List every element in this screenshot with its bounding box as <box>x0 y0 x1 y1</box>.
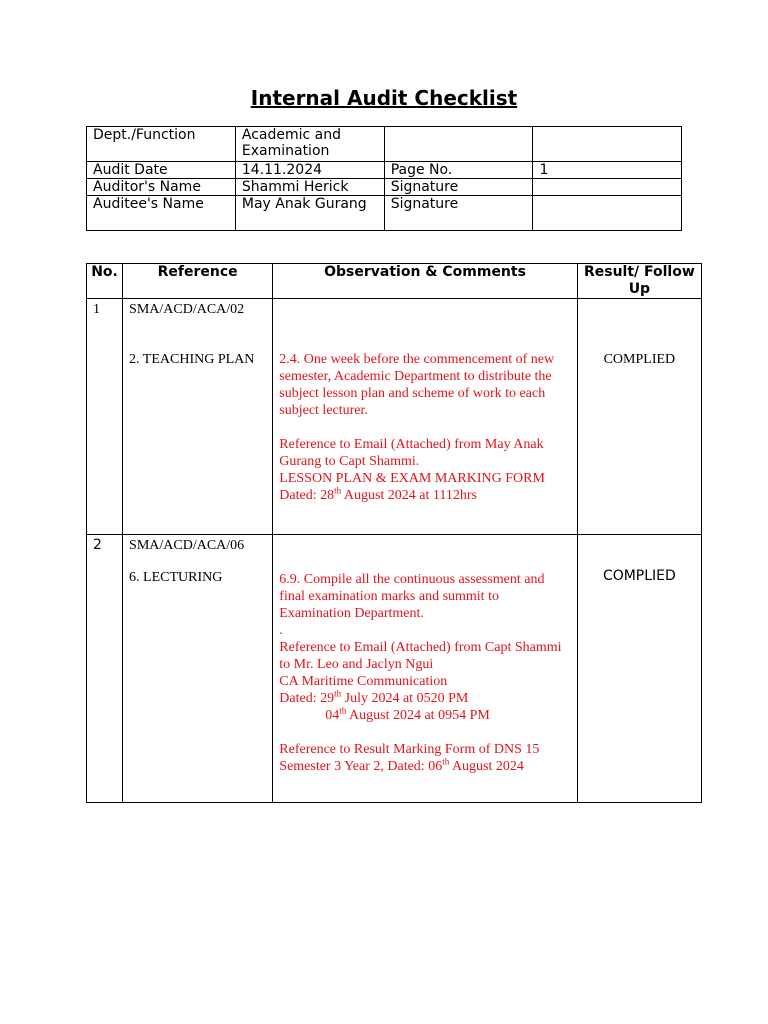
result-cell: COMPLIED <box>577 299 701 535</box>
date-suffix: th <box>334 485 342 496</box>
audit-checklist-table <box>86 263 702 803</box>
auditor-label: Auditor's Name <box>87 179 236 196</box>
auditor-value: Shammi Herick <box>235 179 384 196</box>
date-text: July 2024 at 0520 PM <box>341 691 469 706</box>
header-no: No. <box>87 264 123 299</box>
info-row-auditor <box>87 179 682 196</box>
result-form-text: Reference to Result Marking Form of DNS 15 Semester 3 Year 2, Dated: 06 <box>279 742 540 774</box>
page-no-label: Page No. <box>384 162 533 179</box>
page-no-value: 1 <box>533 162 682 179</box>
result-form-text: August 2024 <box>449 759 524 774</box>
empty-cell <box>384 127 533 162</box>
audit-date-label: Audit Date <box>87 162 236 179</box>
date-text: Dated: 29 <box>279 691 335 706</box>
row-number: 2 <box>87 535 123 803</box>
reference-code: SMA/ACD/ACA/02 <box>129 302 245 317</box>
observation-cell <box>273 535 577 803</box>
observation-reference: Reference to Email (Attached) from May Anak Gurang to Capt Shammi. <box>279 437 544 469</box>
date-text: 04 <box>325 708 340 723</box>
observation-form: LESSON PLAN & EXAM MARKING FORM <box>279 471 545 486</box>
observation-result-form <box>279 741 570 775</box>
table-row <box>87 299 702 535</box>
header-reference: Reference <box>123 264 273 299</box>
observation-reference: Reference to Email (Attached) from Capt Shammi to Mr. Leo and Jaclyn Ngui <box>279 640 562 672</box>
reference-cell <box>123 299 273 535</box>
observation-date-2 <box>279 707 570 724</box>
observation-cell <box>273 299 577 535</box>
observation-subject: CA Maritime Communication <box>279 674 448 689</box>
reference-code: SMA/ACD/ACA/06 <box>129 538 245 553</box>
checklist-header-row <box>87 264 702 299</box>
date-text: August 2024 at 1112hrs <box>341 488 477 503</box>
header-observation: Observation & Comments <box>273 264 577 299</box>
date-suffix: th <box>339 705 347 716</box>
dept-label: Dept./Function <box>87 127 236 162</box>
observation-date <box>279 487 570 504</box>
auditor-signature-label: Signature <box>384 179 533 196</box>
row-number: 1 <box>87 299 123 535</box>
info-row-dept <box>87 127 682 162</box>
page-title: Internal Audit Checklist <box>250 86 518 110</box>
observation-text: 2.4. One week before the commencement of new semester, Academic Department to distribute the subject lesson plan and scheme of work to each subject lecturer. <box>279 352 555 418</box>
header-result: Result/ Follow Up <box>577 264 701 299</box>
reference-section: 6. LECTURING <box>129 570 223 585</box>
reference-cell <box>123 535 273 803</box>
auditor-signature-field <box>533 179 682 196</box>
info-row-auditee <box>87 196 682 231</box>
date-text: August 2024 at 0954 PM <box>346 708 490 723</box>
auditee-label: Auditee's Name <box>87 196 236 231</box>
dept-value: Academic and Examination <box>235 127 384 162</box>
observation-date <box>279 690 570 707</box>
date-suffix: th <box>334 688 342 699</box>
auditee-signature-field <box>533 196 682 231</box>
auditee-value: May Anak Gurang <box>235 196 384 231</box>
observation-text: 6.9. Compile all the continuous assessment and final examination marks and summit to Examination Department. <box>279 572 545 621</box>
audit-info-table <box>86 126 682 231</box>
reference-section: 2. TEACHING PLAN <box>129 352 255 367</box>
result-cell: COMPLIED <box>577 535 701 803</box>
observation-dot: . <box>279 623 283 638</box>
table-row <box>87 535 702 803</box>
date-text: Dated: 28 <box>279 488 335 503</box>
auditee-signature-label: Signature <box>384 196 533 231</box>
empty-cell <box>533 127 682 162</box>
date-suffix: th <box>442 756 450 767</box>
info-row-audit-date <box>87 162 682 179</box>
audit-date-value: 14.11.2024 <box>235 162 384 179</box>
